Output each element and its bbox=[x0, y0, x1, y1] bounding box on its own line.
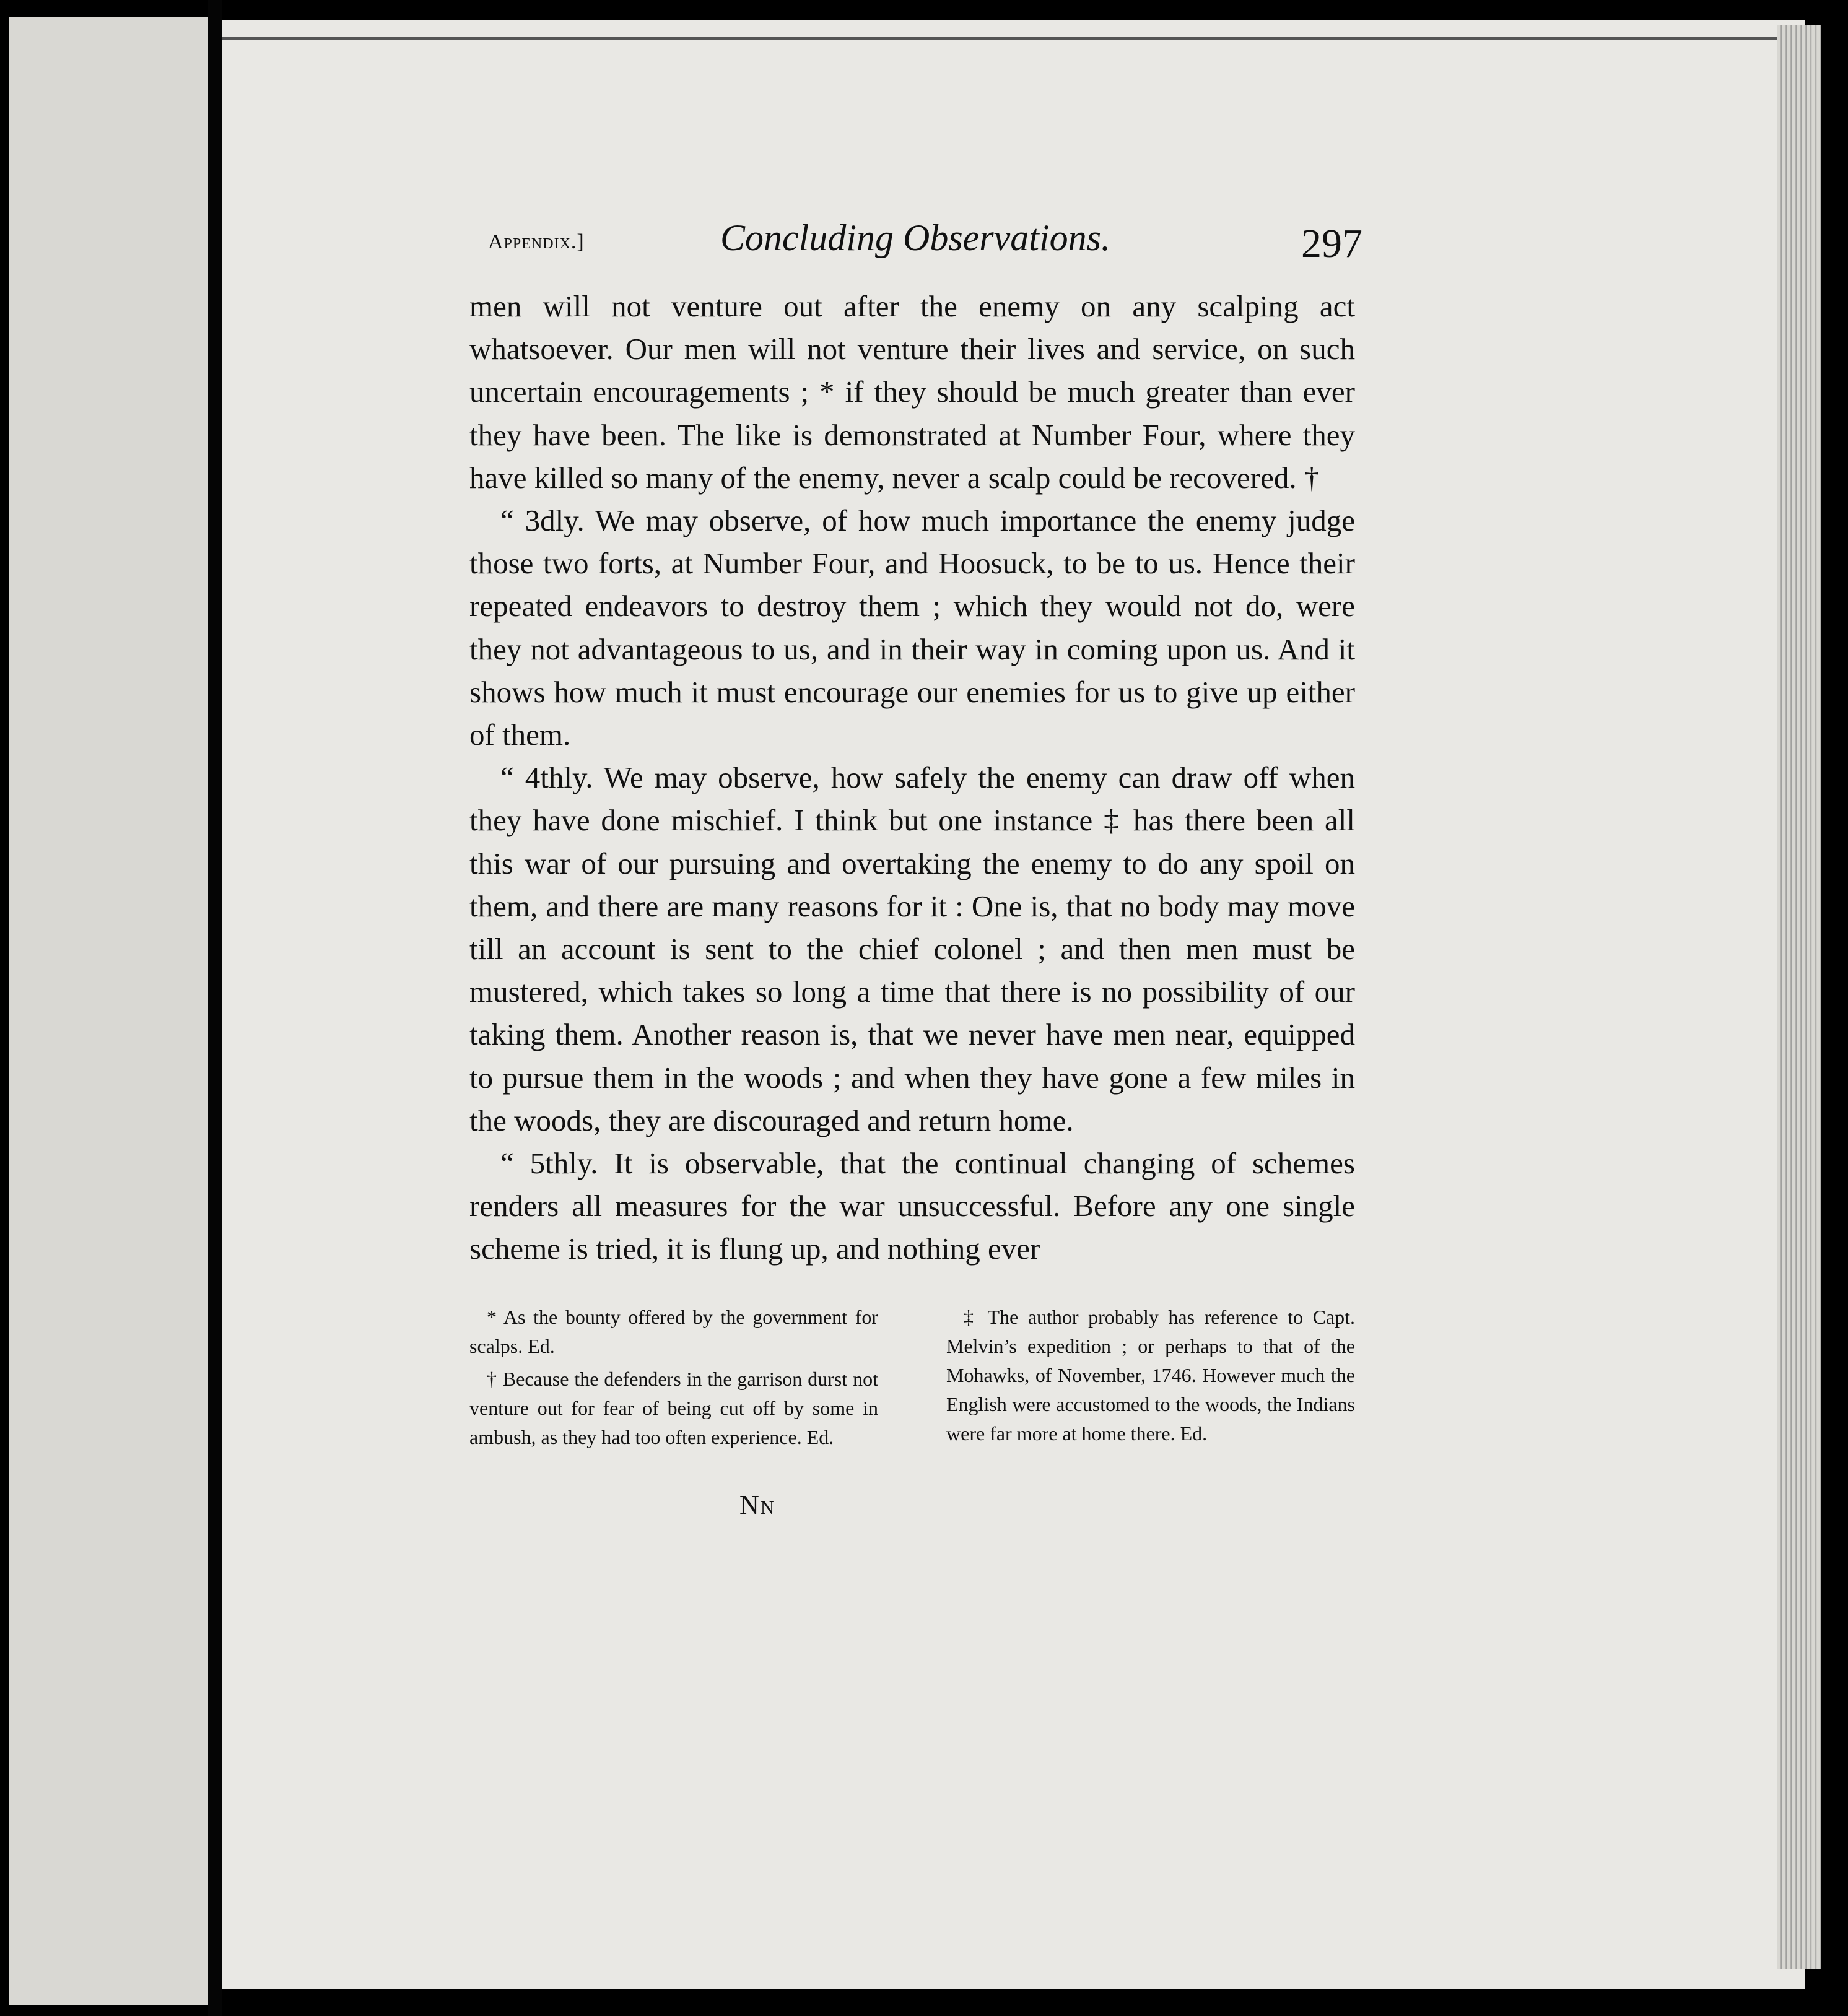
signature-mark: Nn bbox=[739, 1489, 776, 1520]
book-gutter bbox=[208, 0, 222, 2016]
running-head-section: Appendix.] bbox=[488, 230, 585, 253]
page-stack-edge bbox=[1777, 25, 1821, 1969]
left-page-edge bbox=[9, 17, 208, 2005]
page-top-edge bbox=[222, 37, 1782, 40]
footnotes bbox=[469, 1303, 1355, 1452]
paragraph-thirdly: “ 3dly. We may observe, of how much importance the enemy judge those two forts, at Number Four, and Hoosuck, to be to us. Hence their repeated endeavors to destroy them ; which they would not do, were they not advantageous to us, and in their way in coming upon us. And it shows how much it must encourage our enemies for us to give up either of them. bbox=[469, 503, 1355, 752]
page-content bbox=[469, 217, 1362, 1521]
paragraph-continuation: men will not venture out after the enemy on any scalping act whatsoever. Our men will not venture their lives and service, on such uncertain encouragements ; * if they should be much greater than ever they have been. The like is demonstrated at Number Four, where they have killed so many of the enemy, never a scalp could be recovered. † bbox=[469, 289, 1355, 495]
running-head-title: Concluding Observations. bbox=[720, 217, 1110, 258]
running-head bbox=[469, 217, 1362, 285]
footnote-double-dagger: ‡ The author probably has reference to Capt. Melvin’s expedition ; or perhaps to that of the Mohawks, of November, 1746. However much the English were accustomed to the woods, the Indians were far more at home there. Ed. bbox=[946, 1305, 1355, 1445]
footnote-column-right bbox=[946, 1303, 1355, 1452]
footnote-dagger: † Because the defenders in the garrison durst not venture out for fear of being cut off by some in ambush, as they had too often experience. Ed. bbox=[469, 1367, 878, 1448]
paragraph-fifthly: “ 5thly. It is observable, that the continual changing of schemes renders all measures for the war unsuccessful. Before any one single scheme is tried, it is flung up, and nothing ever bbox=[469, 1146, 1355, 1266]
page-number: 297 bbox=[1301, 221, 1362, 266]
footnote-asterisk: * As the bounty offered by the government for scalps. Ed. bbox=[469, 1305, 878, 1357]
body-text bbox=[469, 285, 1355, 1271]
paragraph-fourthly: “ 4thly. We may observe, how safely the enemy can draw off when they have done mischief. I think but one instance ‡ has there been all this war of our pursuing and overtaking the enemy to do any spoil on them, and there are many reasons for it : One is, that no body may move till an account is sent to the chief colonel ; and then men must be mustered, which takes so long a time that there is no possibility of our taking them. Another reason is, that we never have men near, equipped to pursue them in the woods ; and when they have gone a few miles in the woods, they are discouraged and return home. bbox=[469, 760, 1355, 1137]
footnote-column-left bbox=[469, 1303, 878, 1452]
